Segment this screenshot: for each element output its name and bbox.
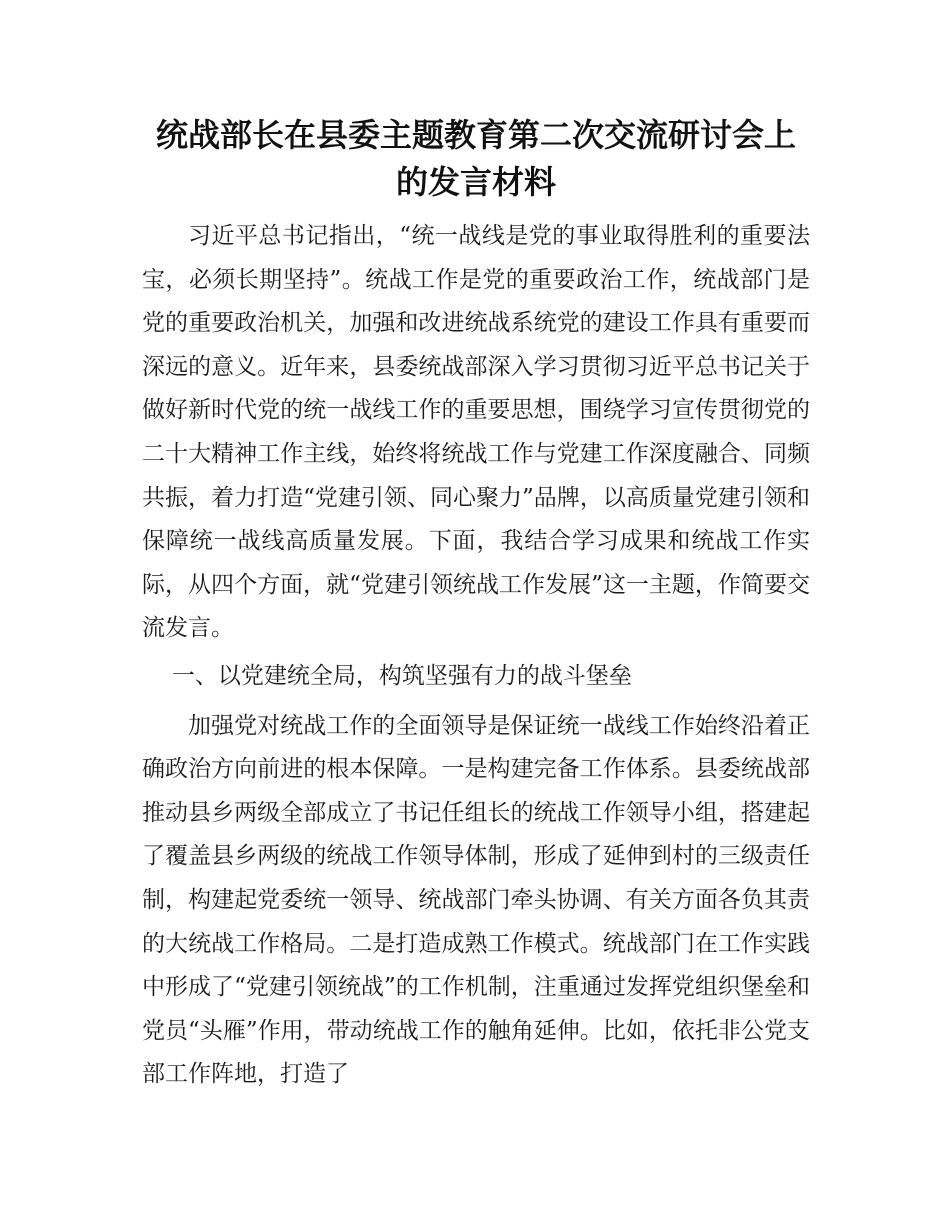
document-title: 统战部长在县委主题教育第二次交流研讨会上的发言材料 — [155, 116, 796, 201]
section-paragraph: 加强党对统战工作的全面领导是保证统一战线工作始终沿着正确政治方向前进的根本保障。一是构建完备工作体系。县委统战部推动县乡两级全部成立了书记任组长的统战工作领导小组，搭建起了覆盖县乡两级的统战工作领导体制，形成了延伸到村的三级责任制，构建起党委统一领导、统战部门牵头协调、有关方面各负其责的大统战工作格局。二是打造成熟工作模式。统战部门在工作实践中形成了“党建引领统战”的工作机制，注重通过发挥党组织堡垒和党员“头雁”作用，带动统战工作的触角延伸。比如，依托非公党支部工作阵地，打造了 — [142, 712, 810, 1088]
intro-paragraph: 习近平总书记指出，“统一战线是党的事业取得胜利的重要法宝，必须长期坚持”。统战工作是党的重要政治工作，统战部门是党的重要政治机关，加强和改进统战系统党的建设工作具有重要而深远的意义。近年来，县委统战部深入学习贯彻习近平总书记关于做好新时代党的统一战线工作的重要思想，围绕学习宣传贯彻党的二十大精神工作主线，始终将统战工作与党建工作深度融合、同频共振，着力打造“党建引领、同心聚力”品牌，以高质量党建引领和保障统一战线高质量发展。下面，我结合学习成果和统战工作实际，从四个方面，就“党建引领统战工作发展”这一主题，作简要交流发言。 — [142, 223, 810, 642]
document-body — [142, 215, 810, 1097]
section-heading: 一、以党建统全局，构筑坚强有力的战斗堡垒 — [171, 662, 632, 689]
